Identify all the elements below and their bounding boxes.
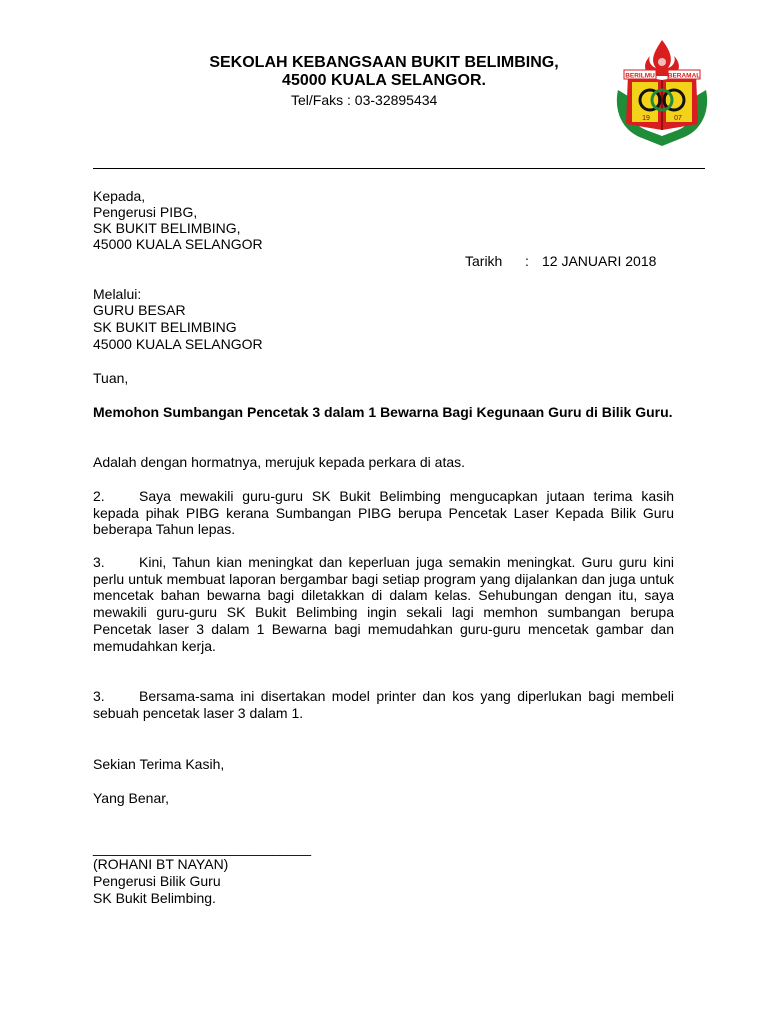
date-value: 12 JANUARI 2018: [542, 253, 657, 269]
body-paragraph: [93, 554, 674, 654]
school-phone: Tel/Faks : 03-32895434: [291, 92, 438, 108]
recipient-line: SK BUKIT BELIMBING,: [93, 220, 241, 236]
signatory-title: Pengerusi Bilik Guru: [93, 873, 221, 889]
letter-subject: Memohon Sumbangan Pencetak 3 dalam 1 Bewarna Bagi Kegunaan Guru di Bilik Guru.: [93, 404, 673, 420]
paragraph-text: Bersama-sama ini disertakan model printer dan kos yang diperlukan bagi membeli sebuah pencetak laser 3 dalam 1.: [93, 688, 674, 721]
salutation: Tuan,: [93, 370, 129, 386]
paragraph-number: 3.: [93, 554, 105, 570]
date-label: Tarikh: [465, 253, 503, 269]
school-crest-logo: [610, 38, 714, 150]
school-name: SEKOLAH KEBANGSAAN BUKIT BELIMBING,: [209, 54, 559, 71]
signatory-name: (ROHANI BT NAYAN): [93, 856, 229, 872]
signature-line: ____________________________: [93, 840, 312, 856]
via-line: SK BUKIT BELIMBING: [93, 319, 237, 335]
paragraph-number: 2.: [93, 488, 105, 504]
recipient-line: 45000 KUALA SELANGOR: [93, 236, 263, 252]
paragraph-text: Kini, Tahun kian meningkat dan keperluan juga semakin meningkat. Guru guru kini perlu untuk membuat laporan bergambar bagi setiap program yang dijalankan dan juga untuk mencetak bahan bewarna bagi diletakkan di dalam kelas. Sehubungan dengan itu, saya mewakili guru-guru SK Bukit Belimbing ingin sekali lagi memhon sumbangan berupa Pencetak laser 3 dalam 1 Bewarna bagi memudahkan guru-guru mencetak gambar dan memudahkan kerja.: [93, 554, 674, 654]
date-separator: :: [525, 253, 529, 269]
via-line: GURU BESAR: [93, 302, 186, 318]
school-address: 45000 KUALA SELANGOR.: [282, 72, 486, 89]
opening-line: Adalah dengan hormatnya, merujuk kepada perkara di atas.: [93, 454, 466, 470]
crest-right-banner: BERAMAL: [667, 72, 701, 80]
signatory-org: SK Bukit Belimbing.: [93, 890, 216, 906]
closing-thanks: Sekian Terima Kasih,: [93, 756, 225, 772]
header-divider: [93, 168, 705, 169]
crest-year-right: 07: [674, 115, 682, 122]
body-paragraph: [93, 688, 674, 721]
recipient-line: Kepada,: [93, 188, 146, 204]
crest-year-left: 19: [642, 115, 650, 122]
via-line: 45000 KUALA SELANGOR: [93, 336, 263, 352]
crest-left-banner: BERILMU: [625, 72, 655, 80]
paragraph-text: Saya mewakili guru-guru SK Bukit Belimbing mengucapkan jutaan terima kasih kepada pihak PIBG kerana Sumbangan PIBG berupa Pencetak Laser Kepada Bilik Guru beberapa Tahun lepas.: [93, 488, 674, 538]
closing-regards: Yang Benar,: [93, 790, 170, 806]
body-paragraph: [93, 488, 674, 538]
paragraph-number: 3.: [93, 688, 105, 704]
via-line: Melalui:: [93, 286, 142, 302]
recipient-line: Pengerusi PIBG,: [93, 204, 198, 220]
